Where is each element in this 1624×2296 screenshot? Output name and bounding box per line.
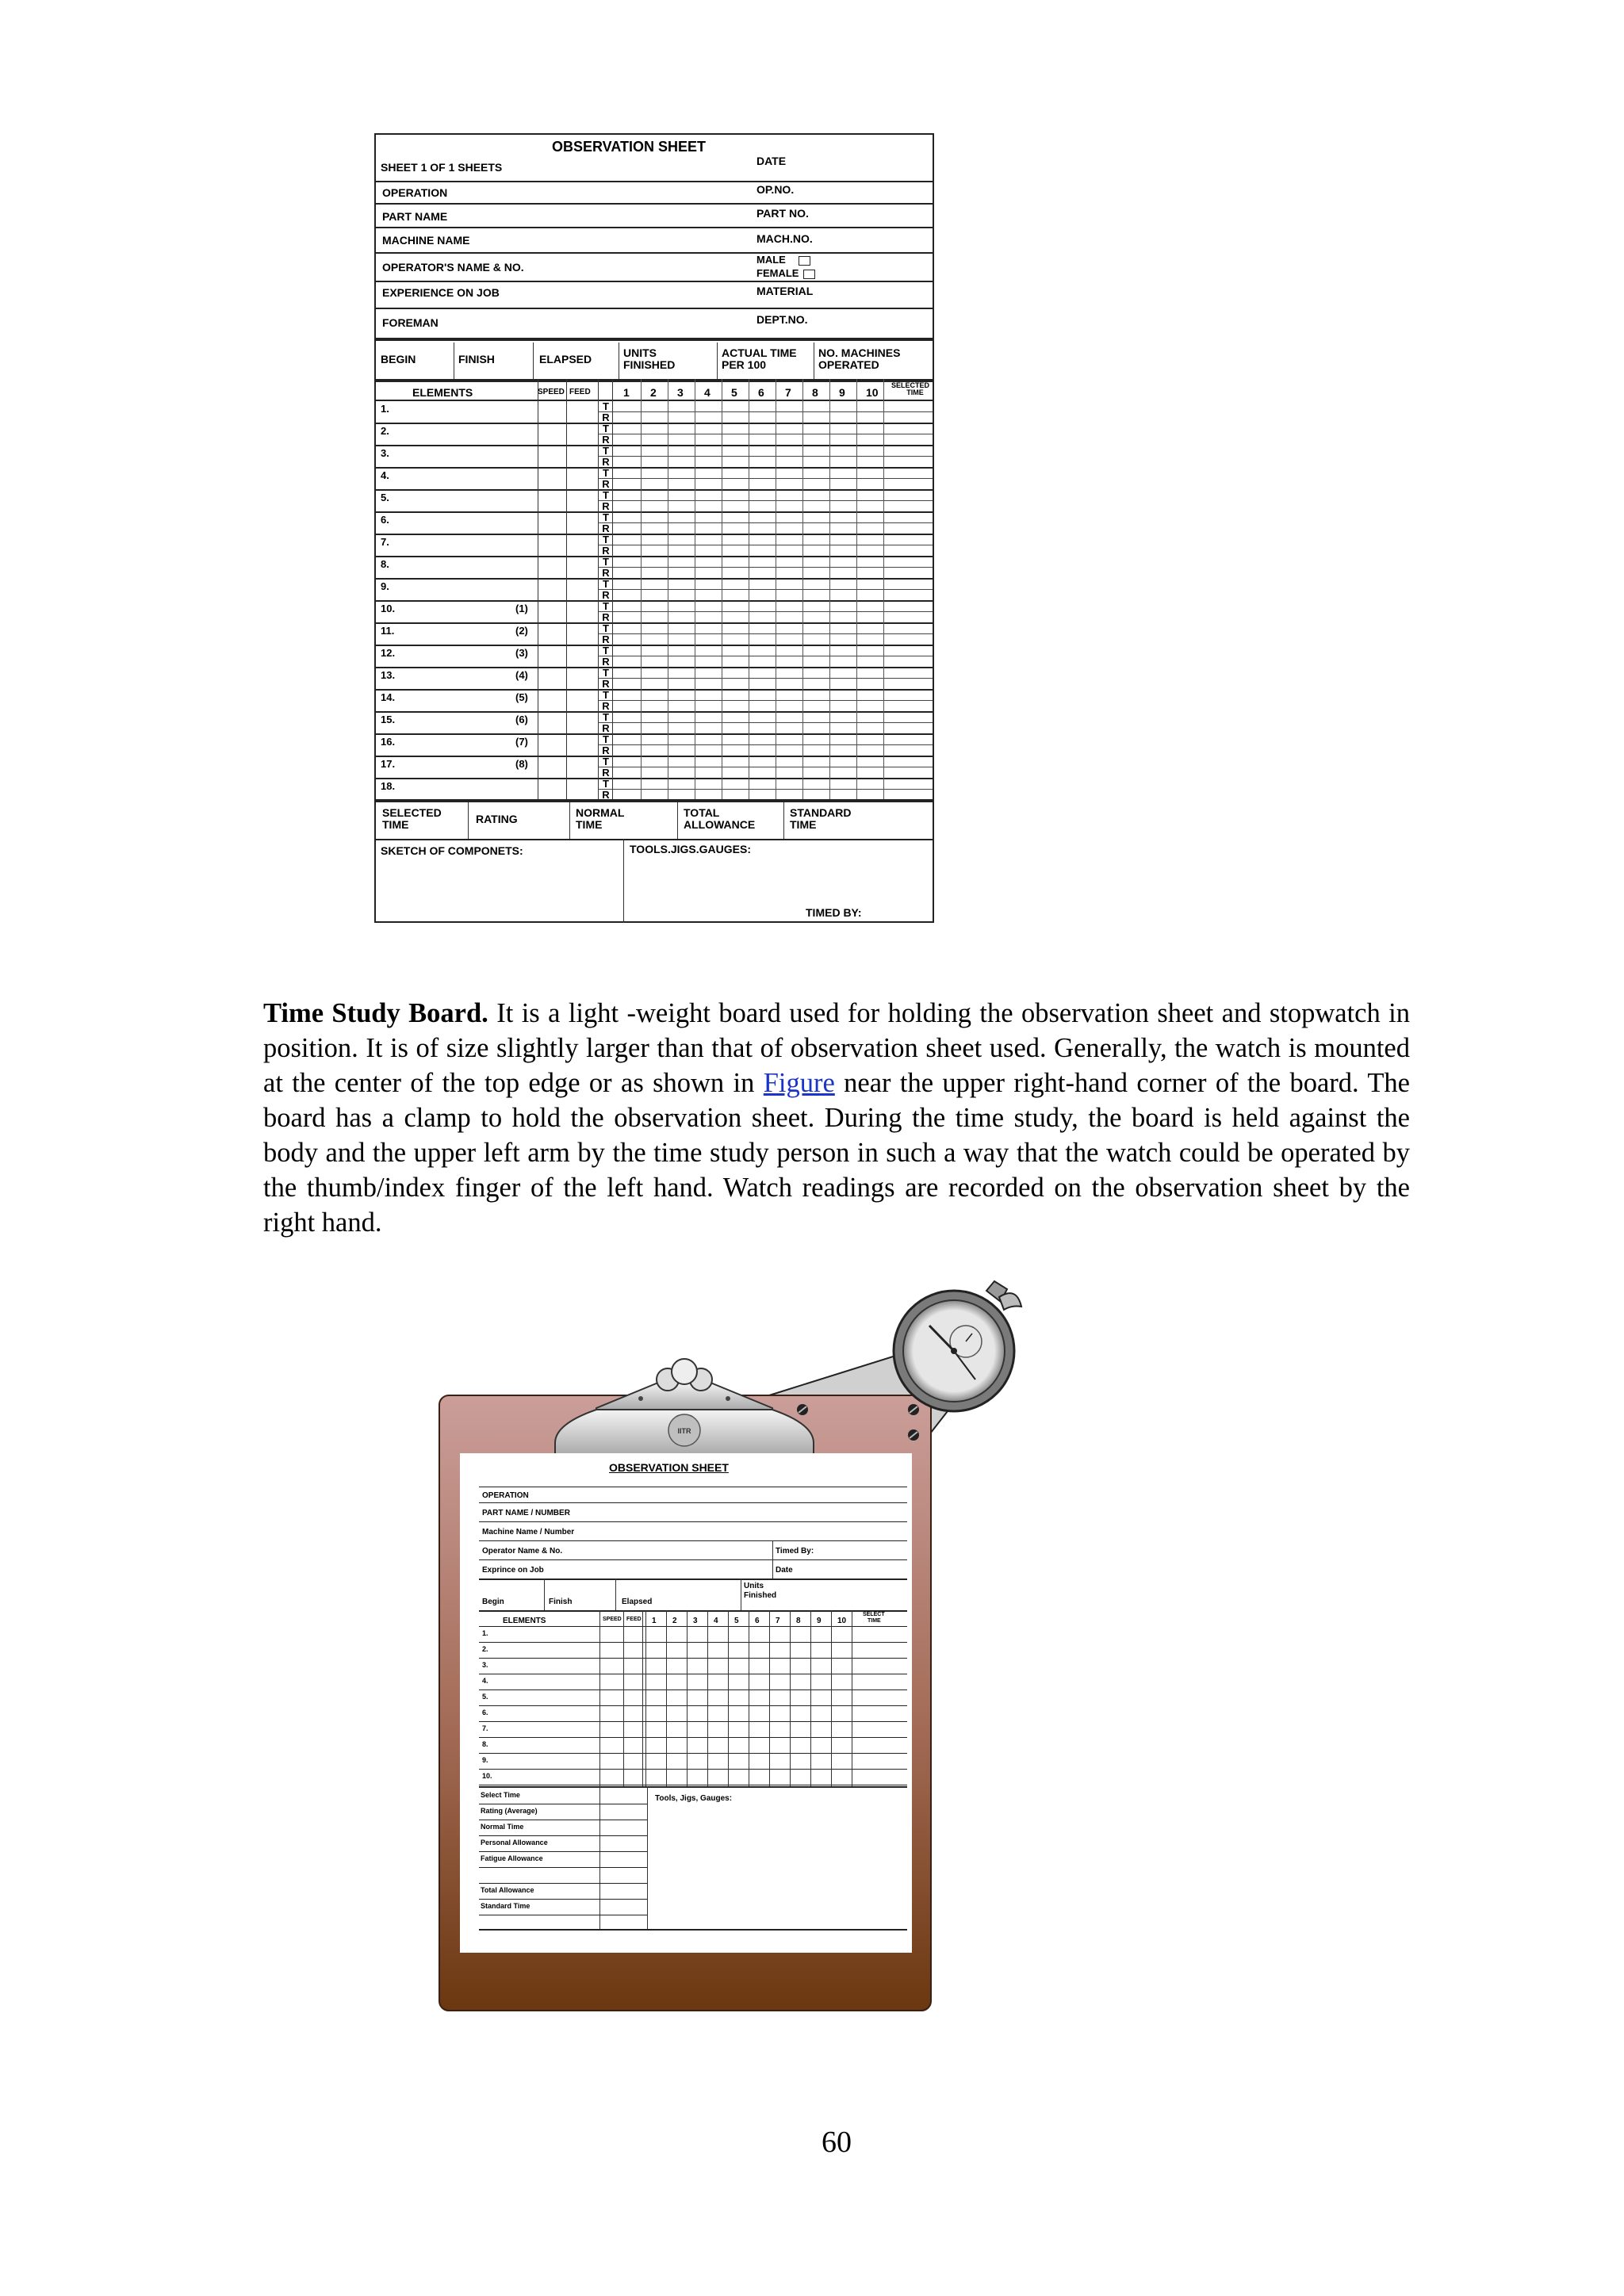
clip-tools-label: Tools, Jigs, Gauges: (655, 1794, 733, 1803)
clip-date-label: Date (776, 1566, 793, 1575)
footer-standard-time: STANDARD TIME (790, 806, 852, 831)
speed-header: SPEED (538, 388, 565, 396)
clip-select-header: SELECT (863, 1612, 885, 1617)
clip-summary-label: Total Allowance (481, 1886, 534, 1894)
feed-header: FEED (569, 388, 591, 396)
r-mark: R (602, 411, 610, 423)
element-row-label: 10. (381, 603, 396, 614)
tools-label: TOOLS.JIGS.GAUGES: (630, 843, 751, 855)
observation-sheet-figure (374, 133, 934, 923)
clip-finish-label: Finish (549, 1598, 573, 1606)
mach-no-label: MACH.NO. (756, 232, 813, 245)
paragraph-text-1: It is a light -weight board used for holding the observation sheet and stopwatch in position. It is of size slightly larger than that of observation sheet used. Generally, the watch is mounted at the center of the top edge or as shown in (263, 998, 1410, 1098)
clip-row-label: 3. (482, 1661, 488, 1669)
timed-by-label: TIMED BY: (806, 906, 862, 919)
clip-summary-label: Rating (Average) (481, 1807, 538, 1815)
stopwatch-icon (894, 1281, 1021, 1411)
cycle-header: 1 (623, 386, 630, 399)
t-mark: T (603, 423, 609, 434)
element-row-number: (7) (515, 736, 528, 748)
r-mark: R (602, 611, 610, 623)
sheet-title: OBSERVATION SHEET (552, 139, 707, 155)
operation-label: OPERATION (382, 186, 448, 199)
date-label: DATE (756, 155, 787, 167)
element-row-number: (4) (515, 669, 528, 681)
elapsed-label: ELAPSED (539, 353, 592, 365)
page-number: 60 (822, 2126, 852, 2159)
t-mark: T (603, 445, 609, 457)
element-row-label: 5. (381, 492, 389, 503)
t-mark: T (603, 578, 609, 590)
cycle-header: 10 (866, 386, 879, 399)
element-row-number: (6) (515, 714, 528, 725)
actual-time-label: ACTUAL TIME PER 100 (722, 346, 797, 371)
experience-label: EXPERIENCE ON JOB (382, 286, 500, 299)
clip-cycle-header: 10 (837, 1617, 847, 1625)
clip-units-label: Units (744, 1582, 764, 1590)
r-mark: R (602, 700, 610, 712)
element-row-label: 12. (381, 647, 396, 659)
clip-row-label: 7. (482, 1724, 488, 1732)
clip-cycle-header: 2 (672, 1617, 677, 1625)
selected-time-header: SELECTED TIME (891, 381, 930, 397)
r-mark: R (602, 789, 610, 801)
element-row-label: 17. (381, 758, 396, 770)
paragraph-text-2: near the upper right-hand corner of the board. The board has a clamp to hold the observation sheet. During the time study, the board is held against the body and the upper left arm by the time study person in such a way that the watch could be operated by the thumb/index finger of the left hand. Watch readings are recorded on the observation sheet by the right hand. (263, 1068, 1410, 1238)
r-mark: R (602, 678, 610, 690)
element-row-number: (1) (515, 603, 528, 614)
clip-cycle-header: 6 (755, 1617, 760, 1625)
clip-elements-header: ELEMENTS (503, 1617, 546, 1625)
female-checkbox[interactable] (803, 270, 815, 279)
t-mark: T (603, 511, 609, 523)
element-row-label: 16. (381, 736, 396, 748)
element-row-number: (3) (515, 647, 528, 659)
r-mark: R (602, 456, 610, 468)
clip-part-label: PART NAME / NUMBER (482, 1509, 570, 1517)
element-row-number: (5) (515, 691, 528, 703)
element-row-label: 7. (381, 536, 389, 548)
cycle-header: 7 (785, 386, 791, 399)
element-row-number: (2) (515, 625, 528, 637)
r-mark: R (602, 767, 610, 779)
t-mark: T (603, 622, 609, 634)
t-mark: T (603, 467, 609, 479)
clip-row-label: 1. (482, 1629, 488, 1637)
op-no-label: OP.NO. (756, 183, 795, 196)
element-row-label: 1. (381, 403, 389, 415)
t-mark: T (603, 489, 609, 501)
clip-cycle-header: 1 (652, 1617, 657, 1625)
r-mark: R (602, 500, 610, 512)
clip-elapsed-label: Elapsed (622, 1598, 653, 1606)
male-label: MALE (756, 254, 810, 266)
element-row-label: 6. (381, 514, 389, 526)
r-mark: R (602, 545, 610, 557)
operator-label: OPERATOR'S NAME & NO. (382, 261, 524, 274)
clip-row-label: 4. (482, 1677, 488, 1685)
element-row-label: 14. (381, 691, 396, 703)
part-no-label: PART NO. (756, 207, 809, 220)
t-mark: T (603, 733, 609, 745)
dept-no-label: DEPT.NO. (756, 313, 808, 326)
t-mark: T (603, 556, 609, 568)
clip-row-label: 5. (482, 1693, 488, 1701)
clip-experience-label: Exprince on Job (482, 1566, 544, 1575)
r-mark: R (602, 722, 610, 734)
paragraph-term: Time Study Board. (263, 998, 488, 1028)
time-study-board-paragraph (263, 996, 1410, 1240)
element-row-label: 4. (381, 469, 389, 481)
element-row-number: (8) (515, 758, 528, 770)
cycle-header: 6 (758, 386, 764, 399)
t-mark: T (603, 400, 609, 412)
element-row-label: 15. (381, 714, 396, 725)
clip-cycle-header: 9 (817, 1617, 822, 1625)
r-mark: R (602, 744, 610, 756)
clip-feed-header: FEED (626, 1617, 642, 1622)
clip-cycle-header: 8 (796, 1617, 801, 1625)
clip-cycle-header: 3 (693, 1617, 698, 1625)
clip-summary-label: Select Time (481, 1791, 520, 1799)
t-mark: T (603, 600, 609, 612)
clip-select-time-header: TIME (868, 1618, 881, 1624)
clip-finished-label: Finished (744, 1591, 777, 1600)
clip-row-label: 2. (482, 1645, 488, 1653)
clip-summary-label: Normal Time (481, 1823, 524, 1831)
footer-total-allowance: TOTAL ALLOWANCE (684, 806, 756, 831)
clip-operation-label: OPERATION (482, 1491, 529, 1500)
part-name-label: PART NAME (382, 210, 448, 223)
sheet-count: SHEET 1 OF 1 SHEETS (381, 161, 503, 174)
clip-row-label: 6. (482, 1709, 488, 1716)
clip-machine-label: Machine Name / Number (482, 1528, 575, 1536)
element-row-label: 8. (381, 558, 389, 570)
footer-rating: RATING (476, 813, 518, 825)
cycle-header: 9 (839, 386, 845, 399)
t-mark: T (603, 534, 609, 545)
clip-summary-label: Personal Allowance (481, 1839, 548, 1846)
elements-header: ELEMENTS (412, 386, 473, 399)
t-mark: T (603, 711, 609, 723)
element-row-label: 18. (381, 780, 396, 792)
clip-speed-header: SPEED (603, 1617, 622, 1622)
clip-cycle-header: 5 (734, 1617, 739, 1625)
male-checkbox[interactable] (799, 256, 810, 266)
machines-operated-label: NO. MACHINES OPERATED (818, 346, 901, 371)
clip-row-label: 10. (482, 1772, 492, 1780)
r-mark: R (602, 434, 610, 446)
t-mark: T (603, 778, 609, 790)
sketch-label: SKETCH OF COMPONETS: (381, 844, 523, 857)
t-mark: T (603, 689, 609, 701)
clip-begin-label: Begin (482, 1598, 504, 1606)
material-label: MATERIAL (756, 285, 814, 297)
clip-title: OBSERVATION SHEET (609, 1461, 729, 1474)
clip-summary-label: Fatigue Allowance (481, 1854, 543, 1862)
machine-name-label: MACHINE NAME (382, 234, 470, 247)
footer-normal-time: NORMAL TIME (576, 806, 625, 831)
clip-row-label: 9. (482, 1756, 488, 1764)
r-mark: R (602, 633, 610, 645)
units-finished-label: UNITS FINISHED (623, 346, 676, 371)
clipboard-observation-sheet (460, 1453, 912, 1953)
cycle-header: 4 (704, 386, 710, 399)
r-mark: R (602, 656, 610, 668)
element-row-label: 11. (381, 625, 395, 637)
finish-label: FINISH (458, 353, 495, 365)
element-row-label: 9. (381, 580, 389, 592)
t-mark: T (603, 756, 609, 767)
figure-link[interactable]: Figure (763, 1068, 835, 1098)
clip-cycle-header: 4 (714, 1617, 718, 1625)
clip-operator-label: Operator Name & No. (482, 1547, 563, 1556)
female-label: FEMALE (756, 268, 815, 279)
t-mark: T (603, 645, 609, 656)
clamp-logo: IITR (677, 1427, 691, 1435)
r-mark: R (602, 589, 610, 601)
cycle-header: 2 (650, 386, 657, 399)
element-row-label: 2. (381, 425, 389, 437)
cycle-header: 8 (812, 386, 818, 399)
r-mark: R (602, 478, 610, 490)
begin-label: BEGIN (381, 353, 416, 365)
footer-selected-time: SELECTED TIME (382, 806, 442, 831)
cycle-header: 3 (677, 386, 684, 399)
clip-row-label: 8. (482, 1740, 488, 1748)
clip-summary-label: Standard Time (481, 1902, 530, 1910)
foreman-label: FOREMAN (382, 316, 439, 329)
r-mark: R (602, 522, 610, 534)
clip-cycle-header: 7 (776, 1617, 780, 1625)
cycle-header: 5 (731, 386, 737, 399)
clip-timed-by-label: Timed By: (776, 1547, 814, 1556)
r-mark: R (602, 567, 610, 579)
element-row-label: 3. (381, 447, 389, 459)
element-row-label: 13. (381, 669, 396, 681)
t-mark: T (603, 667, 609, 679)
